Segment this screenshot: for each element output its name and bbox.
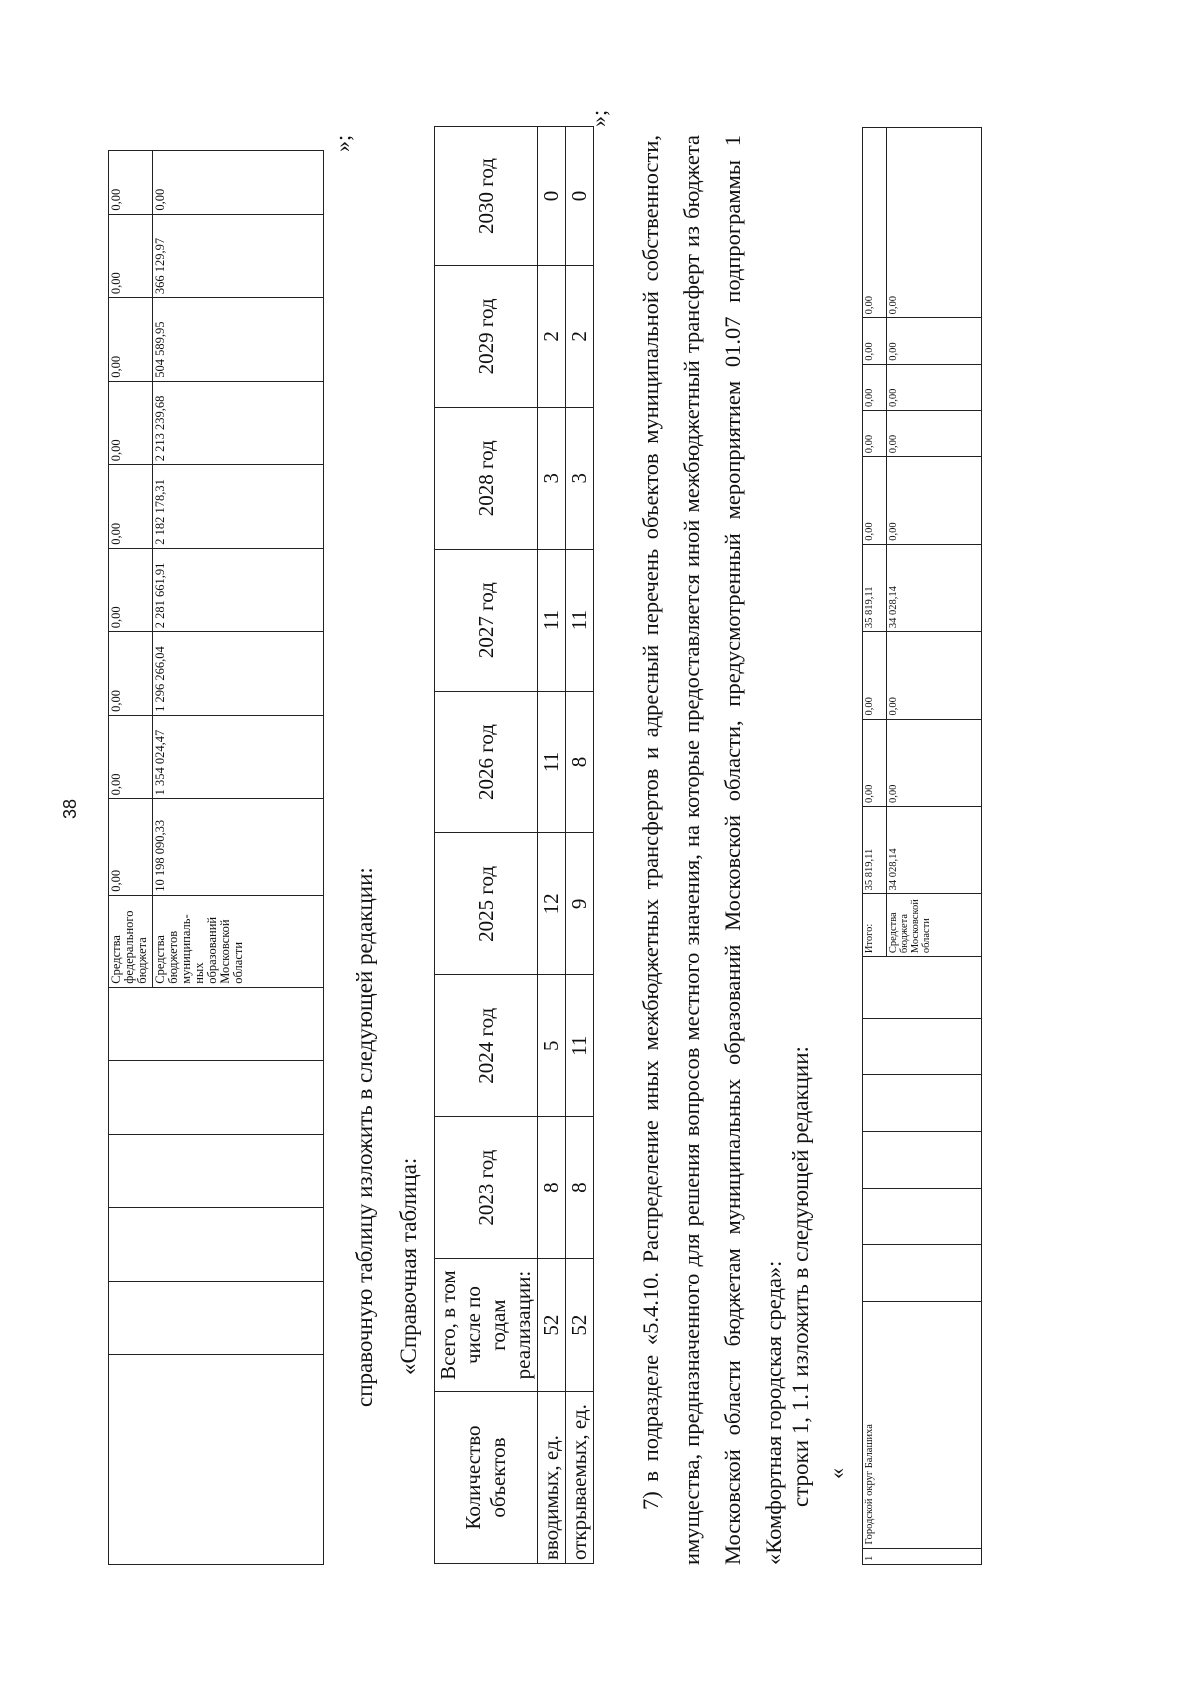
top-row1-value: 0,00 — [109, 381, 153, 465]
ref-cell: 8 — [538, 1117, 566, 1259]
open-quote: « — [824, 1468, 849, 1479]
bottom-row1-value: 35 819,11 — [863, 806, 887, 893]
ref-cell: 0 — [566, 127, 594, 266]
ref-header-year: 2027 год — [435, 549, 538, 691]
top-row1-value: 0,00 — [109, 151, 153, 215]
ref-header-year: 2024 год — [435, 975, 538, 1117]
top-row2-value: 504 589,95 — [153, 298, 324, 382]
ref-header-year: 2025 год — [435, 833, 538, 975]
bottom-row2-value: 0,00 — [887, 410, 982, 456]
bottom-row1-value: 0,00 — [863, 318, 887, 364]
bottom-row1-value: 0,00 — [863, 410, 887, 456]
top-row1-value: 0,00 — [109, 214, 153, 298]
ref-cell: 8 — [566, 691, 594, 833]
text-table-title: «Справочная таблица: — [396, 1157, 421, 1375]
ref-cell: 11 — [538, 549, 566, 691]
ref-header-count: Количество объектов — [435, 1392, 538, 1564]
bottom-row2-label: Средства бюджета Московской области — [887, 894, 982, 957]
bottom-row2-value: 0,00 — [887, 364, 982, 410]
ref-cell: 3 — [566, 407, 594, 549]
ref-cell: 12 — [538, 833, 566, 975]
bottom-row2-value: 0,00 — [887, 457, 982, 544]
ref-cell: 8 — [566, 1117, 594, 1259]
ref-header-year: 2026 год — [435, 691, 538, 833]
top-row2-value: 0,00 — [153, 151, 324, 215]
page-number: 38 — [60, 798, 80, 819]
top-row2-value: 1 296 266,04 — [153, 632, 324, 716]
top-row2-value: 2 213 239,68 — [153, 381, 324, 465]
ref-cell: 11 — [566, 549, 594, 691]
text-rows-edit: строки 1, 1.1 изложить в следующей редакции: — [788, 1046, 813, 1507]
bottom-row1-value: 0,00 — [863, 719, 887, 806]
ref-cell: 3 — [538, 407, 566, 549]
ref-cell: 2 — [566, 265, 594, 407]
ref-header-year: 2029 год — [435, 265, 538, 407]
bottom-row2-value: 0,00 — [887, 128, 982, 318]
top-row1-value: 0,00 — [109, 799, 153, 895]
bottom-row2-value: 0,00 — [887, 632, 982, 719]
ref-cell: 2 — [538, 265, 566, 407]
top-row2-value: 10 198 090,33 — [153, 799, 324, 895]
top-row1-value: 0,00 — [109, 298, 153, 382]
bottom-table — [862, 127, 982, 1565]
ref-cell: 9 — [566, 833, 594, 975]
top-row1-value: 0,00 — [109, 715, 153, 799]
bottom-row1-value: 0,00 — [863, 632, 887, 719]
ref-cell: 5 — [538, 975, 566, 1117]
ref-header-year: 2023 год — [435, 1117, 538, 1259]
bottom-row1-value: 0,00 — [863, 128, 887, 318]
ref-header-year: 2028 год — [435, 407, 538, 549]
top-row2-value: 2 281 661,91 — [153, 548, 324, 632]
ref-row-label: открываемых, ед. — [566, 1392, 594, 1564]
close-quote-1: »; — [330, 134, 355, 152]
ref-cell: 0 — [538, 127, 566, 266]
bottom-row-num: 1 — [863, 1548, 982, 1564]
top-table-blank — [109, 1355, 324, 1565]
ref-cell: 11 — [566, 975, 594, 1117]
ref-row-label: вводимых, ед. — [538, 1392, 566, 1564]
close-quote-2: »; — [586, 109, 611, 127]
top-row1-value: 0,00 — [109, 632, 153, 716]
bottom-row1-value: 0,00 — [863, 457, 887, 544]
bottom-row2-value: 34 028,14 — [887, 544, 982, 631]
ref-header-year: 2030 год — [435, 127, 538, 266]
bottom-row2-value: 0,00 — [887, 719, 982, 806]
ref-header-total: Всего, в том числе по годам реализации: — [435, 1259, 538, 1392]
ref-row-total: 52 — [566, 1259, 594, 1392]
top-row2-value: 1 354 024,47 — [153, 715, 324, 799]
top-row1-label: Средства федерального бюджета — [109, 895, 153, 987]
reference-table — [434, 126, 594, 1564]
top-row1-value: 0,00 — [109, 465, 153, 549]
top-row2-label: Средства бюджетов муниципаль-ных образований Московской области — [153, 895, 324, 987]
top-row2-value: 366 129,97 — [153, 214, 324, 298]
paragraph-7: 7) в подразделе «5.4.10. Распределение иных межбюджетных трансфертов и адресный перечень объектов муниципальной собственности, имущества, предназначенного для решения вопросов местного значения, на которые предоставляется иной межбюджетный трансферт из бюджета Московской области бюджетам муниципальных образований Московской области, предусмотренный мероприятием 01.07 подпрограммы 1 «Комфортная городская среда»: — [638, 135, 786, 1565]
top-row2-value: 2 182 178,31 — [153, 465, 324, 549]
top-row1-value: 0,00 — [109, 548, 153, 632]
bottom-row1-value: 35 819,11 — [863, 544, 887, 631]
bottom-row1-value: 0,00 — [863, 364, 887, 410]
top-table — [108, 150, 324, 1565]
bottom-row1-label: Итого: — [863, 894, 887, 957]
ref-cell: 11 — [538, 691, 566, 833]
ref-row-total: 52 — [538, 1259, 566, 1392]
text-replace-table: справочную таблицу изложить в следующей редакции: — [352, 867, 377, 1407]
bottom-row2-value: 0,00 — [887, 318, 982, 364]
bottom-row-name: Городской округ Балашиха — [863, 1301, 982, 1548]
bottom-row2-value: 34 028,14 — [887, 806, 982, 893]
